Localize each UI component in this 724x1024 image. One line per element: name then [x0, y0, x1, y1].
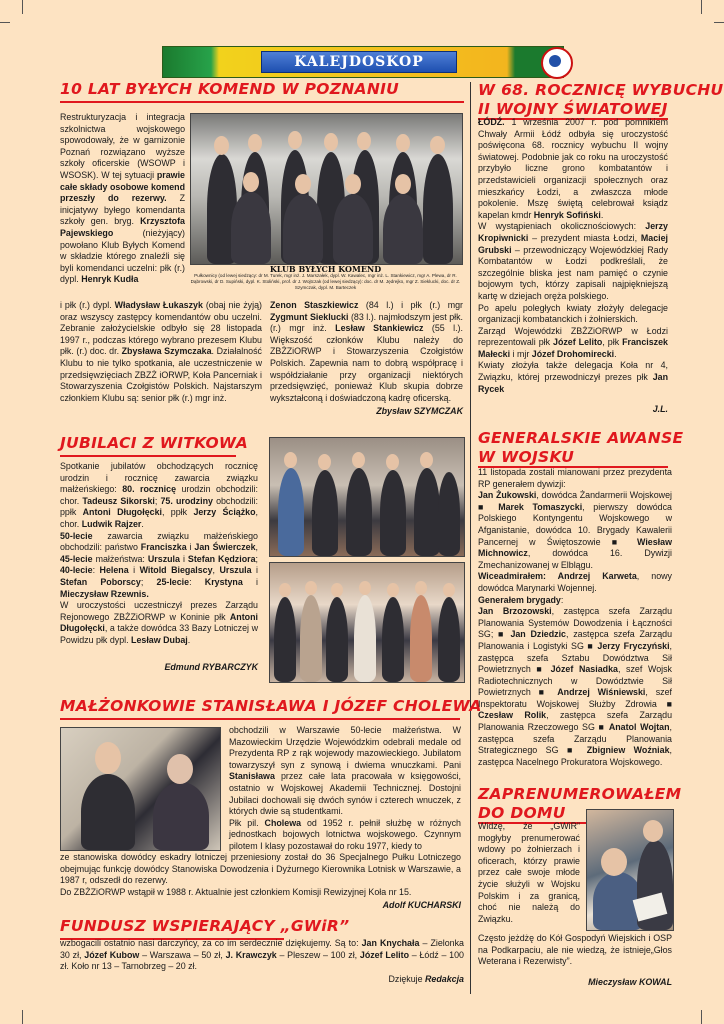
heading-line: II WOJNY ŚWIATOWEJ: [478, 100, 668, 118]
association-logo-icon: [541, 47, 573, 79]
heading-line: DO DOMU: [478, 804, 566, 822]
article-heading: FUNDUSZ WSPIERAJĄCY „GWiR”: [60, 917, 350, 935]
heading-underline: [60, 455, 236, 457]
crop-mark: [714, 8, 724, 23]
heading-line: ZAPRENUMEROWAŁEM: [478, 785, 682, 803]
crop-mark: [701, 1010, 716, 1024]
article-body: ze stanowiska dowódcy eskadry lotniczej przeniesiony został do 36 Specjalnego Pułku Lotniczego obejmując funkcję dowódcy Stanowiska Dowodzenia i Dyżurnego Kierownika Lotnisk w Warszawie, a 1987 r, odszedł do rezerwy. Do ZBŻZiORWP wstąpił w 1988 r. Aktualnie jest członkiem Komisji Rewizyjnej Koła nr 15.: [60, 852, 461, 897]
couple-photo: [60, 727, 221, 851]
crop-mark: [0, 8, 10, 23]
article-body: 11 listopada zostali mianowani przez prezydenta RP generałem dywizji: Jan Żukowski, dowódca Żandarmerii Wojskowej ■ Marek Tomaszycki, pierwszy dowódca Polskiego Kontyngentu Wojskowego w Afganistanie, dowódca 10. Brygady Kawalerii Pancernej w Świętoszowie ■ Wiesław Michnowicz, dowódca 16. Dywizji Zmechanizowanej w Elblągu. Wiceadmirałem: Andrzej Karweta, nowy dowódca Marynarki Wojennej. Generałem brygady: Jan Brzozowski, zastępca szefa Zarządu Planowania Systemów Dowodzenia i Łączności SG; ■ Jan Dziedzic, zastępca szefa Zarządu Planowania i Logistyki SG ■ Jerzy Fryczyński, zastępca szefa Sztabu Dowództwa Sił Powietrznych ■ Józef Nasiadka, szef Wojsk Radiotechnicznych w Dowództwie Sił Powietrznych ■ Andrzej Wiśniewski, szef Inspektoratu Wojskowej Służby Zdrowia ■ Czesław Rolik, zastępca szefa Zarządu Planowania Rzeczowego SG ■ Anatol Wojtan, zastępca szefa Zarządu Planowania Strategicznego SG ■ Zbigniew Woźniak, zastępca Nacelnego Prokuratora Wojskowego.: [478, 467, 673, 767]
heading-line: GENERALSKIE AWANSE: [478, 429, 684, 447]
heading-underline: [60, 718, 460, 720]
thanks-line: [60, 974, 464, 984]
author-signature: Mieczysław KOWAL: [588, 977, 672, 987]
club-group-photo: [190, 113, 463, 265]
article-body: Zenon Staszkiewicz (84 l.) i płk (r.) mgr Zygmunt Sieklucki (83 l.). najmłodszym jest płk. (r.) mgr inż. Lesław Stankiewicz (55 l.). Większość członków Klubu należy do ZBŻZiORWP i Stowarzyszenia Czołgistów Polskich. Zapewnia nam to dobrą współpracę i współdziałanie przy organizacji niektórych przedsięwzięć, ponieważ Klub skupia dobrze wykształconą i doświadczoną kadrę oficerską.: [270, 300, 464, 403]
reader-photo: [586, 809, 674, 931]
article-body: Restrukturyzacja i integracja szkolnictwa wojskowego spowodowały, że w garnizonie Poznań rozwiązano wyższe szkoły oficerskie (WSOWP i WSOSK). W tej sytuacji prawie całe składy osobowe komend przeszły do rezerwy. Z inicjatywy byłego komendanta szkoły gen. bryg. Krzysztofa Pajewskiego (nieżyjący) powołano Klub Byłych Komend w składzie którego znaleźli się byli komendanci uczelni: płk (r.) dypl. Henryk Kudła: [60, 112, 185, 285]
article-heading: MAŁŻONKOWIE STANISŁAWA I JÓZEF CHOLEWA: [60, 697, 482, 715]
heading-underline: [60, 101, 464, 103]
author-signature: J.L.: [652, 404, 668, 414]
article-body: Często jeżdżę do Kół Gospodyń Wiejskich i OSP na Podkarpaciu, ale nie wiedzą, że istnieje„Głos Weterana i Rezerwisty”.: [478, 933, 672, 967]
column-divider: [470, 82, 471, 994]
article-heading: JUBILACI Z WITKOWA: [60, 434, 249, 452]
author-signature: Adolf KUCHARSKI: [382, 900, 461, 910]
crop-mark: [8, 1010, 23, 1024]
article-body: i płk (r.) dypl. Władysław Łukaszyk (obaj nie żyją) oraz wszyscy zastępcy komendantów obu uczelni. Zebranie założycielskie odbyło się 28 listopada 1997 r., podczas którego wybrano prezesem Klubu płk. (r.) doc. dr. Zbysława Szymczaka. Działalność Klubu to nie tylko spotkania, ale uczestniczenie w przedsięwzięciach ZBZŻ iORWP, Koła Pancerniak i Stowarzyszenia Czołgistów Polskich. Najstarszym członkiem Klubu są: senior płk (r.) mgr inż.: [60, 300, 262, 403]
jubilee-photo-couples: [269, 562, 465, 683]
article-heading: [478, 81, 723, 119]
heading-line: W 68. ROCZNICĘ WYBUCHU: [478, 81, 724, 99]
author-signature: Zbysław SZYMCZAK: [376, 406, 463, 416]
article-body: ŁÓDŹ. 1 września 2007 r. pod pomnikiem Chwały Armii Łódź odbyła się uroczystość poświęcona 68. rocznicy wybuchu II wojny światowej. Podobnie jak co roku na uroczystość przybyło liczne grono kombatantów i przedstawicieli organizacji społecznych oraz mieszkańcy Łodzi, a zwłaszcza młode pokolenie. Mszę świętą celebrował ksiądz kapelan kmdr Henryk Sofiński. W wystąpieniach okolicznościowych: Jerzy Kropiwnicki – prezydent miasta Łodzi, Maciej Grubski – przewodniczący Wojewódzkiej Rady Kombatantów w Łodzi podkreślali, że szczególnie bliska jest nam pamięć o czynie bojowym tych, którzy zapisali najpiękniejszą kartę w dziejach oręża polskiego. Po apelu poległych kwiaty złożyły delegacje organizacji kombatanckich i żołnierskich. Zarząd Wojewódzki ZBŻZiORWP w Łodzi reprezentowali płk Józef Lelito, płk Franciszek Małecki i mjr Józef Drohomirecki. Kwiaty złożyła także delegacja Koła nr 4, Związku, której przewodniczył prezes płk Jan Rycek: [478, 117, 668, 394]
thanks-prefix: Dziękuje: [388, 974, 426, 984]
crop-mark: [8, 0, 23, 14]
photo-caption: Pułkownicy (od lewej siedzący: dr M. Turek, mgr inż. J. Marszałek, dypl. W. Kawalec, mgr inż. L. Stankiewicz, mgr A. Plewa, dr R. Dąbrowski, dr D. Supiński, dypl. K. Stoliński, prof. dr J. Wojtczak (od lewej siedzący): doc. dr M. Jędrejko, mgr Z. Sieklucki, doc. dr Z. Szymczak, dypl. M. Barteczek: [190, 273, 461, 290]
article-body: obchodzili w Warszawie 50-lecie małżeństwa. W Mazowieckim Urzędzie Wojewódzkim odebrali medale od Prezydenta RP z rąk wojewody mazowieckiego. Jubilatom towarzyszył syn z synową i dwiema wnuczkami. Pani Stanisława przez całe lata pracowała w księgowości, ostatnio w Wojskowej Akademii Technicznej. Dostojni Jubilaci dochowali się dwóch synów i czterech wnuczek, z których dwie są studentkami. Płk pil. Cholewa od 1952 r. pełnił służbę w różnych jednostkach bojowych lotnictwa wojskowego. Czynnym pilotem I klasy pozostawał do roku 1977, kiedy to: [229, 725, 461, 851]
author-signature: Edmund RYBARCZYK: [164, 662, 258, 672]
author-signature: Redakcja: [425, 974, 464, 984]
section-banner: [162, 46, 564, 78]
article-body: wzbogacili ostatnio nasi darczyńcy, za co im serdecznie dziękujemy. Są to: Jan Knychała – Zielonka 30 zł, Józef Kubow – Warszawa – 50 zł, J. Krawczyk – Pleszew – 100 zł, Józef Lelito – Łódź – 100 zł. Koło nr 13 – Tarnobrzeg – 20 zł.: [60, 938, 464, 972]
article-heading: [478, 429, 683, 467]
photo-title: KLUB BYŁYCH KOMEND: [269, 264, 382, 274]
article-body: Spotkanie jubilatów obchodzących rocznicę urodzin i rocznicę zawarcia związku małżeńskiego: 80. rocznicę urodzin obchodzili: chor. Tadeusz Sikorski; 75. urodziny obchodzili: ppłk Antoni Długołęcki, ppłk Jerzy Ściążko, chor. Ludwik Rajzer. 50-lecie zawarcia związku małżeńskiego obchodzili: państwo Franciszka i Jan Świerczek, 45-lecie małżeństwa: Urszula i Stefan Kędziora; 40-lecie: Helena i Witold Biegalscy, Urszula i Stefan Poborscy; 25-lecie: Krystyna i Mieczysław Rzewnis. W uroczystości uczestniczył prezes Zarządu Rejonowego ZBŻZiORWP w Koninie płk Antoni Długołęcki, a także dowódca 33 Bazy Lotniczej w Powidzu płk dypl. Lesław Dubaj.: [60, 461, 259, 645]
article-heading: 10 LAT BYŁYCH KOMEND W POZNANIU: [60, 80, 400, 98]
article-body: Widzę, że „GWiR” mogłyby prenumerować wdowy po żołnierzach i oficerach, którzy prawie przez całe swoje młode życie służyli w Wojsku Polskim i za granicą, choć nie należą do Związku.: [478, 821, 580, 924]
heading-line: W WOJSKU: [478, 448, 575, 466]
banner-title: KALEJDOSKOP: [261, 51, 457, 73]
jubilee-photo-men: [269, 437, 465, 557]
